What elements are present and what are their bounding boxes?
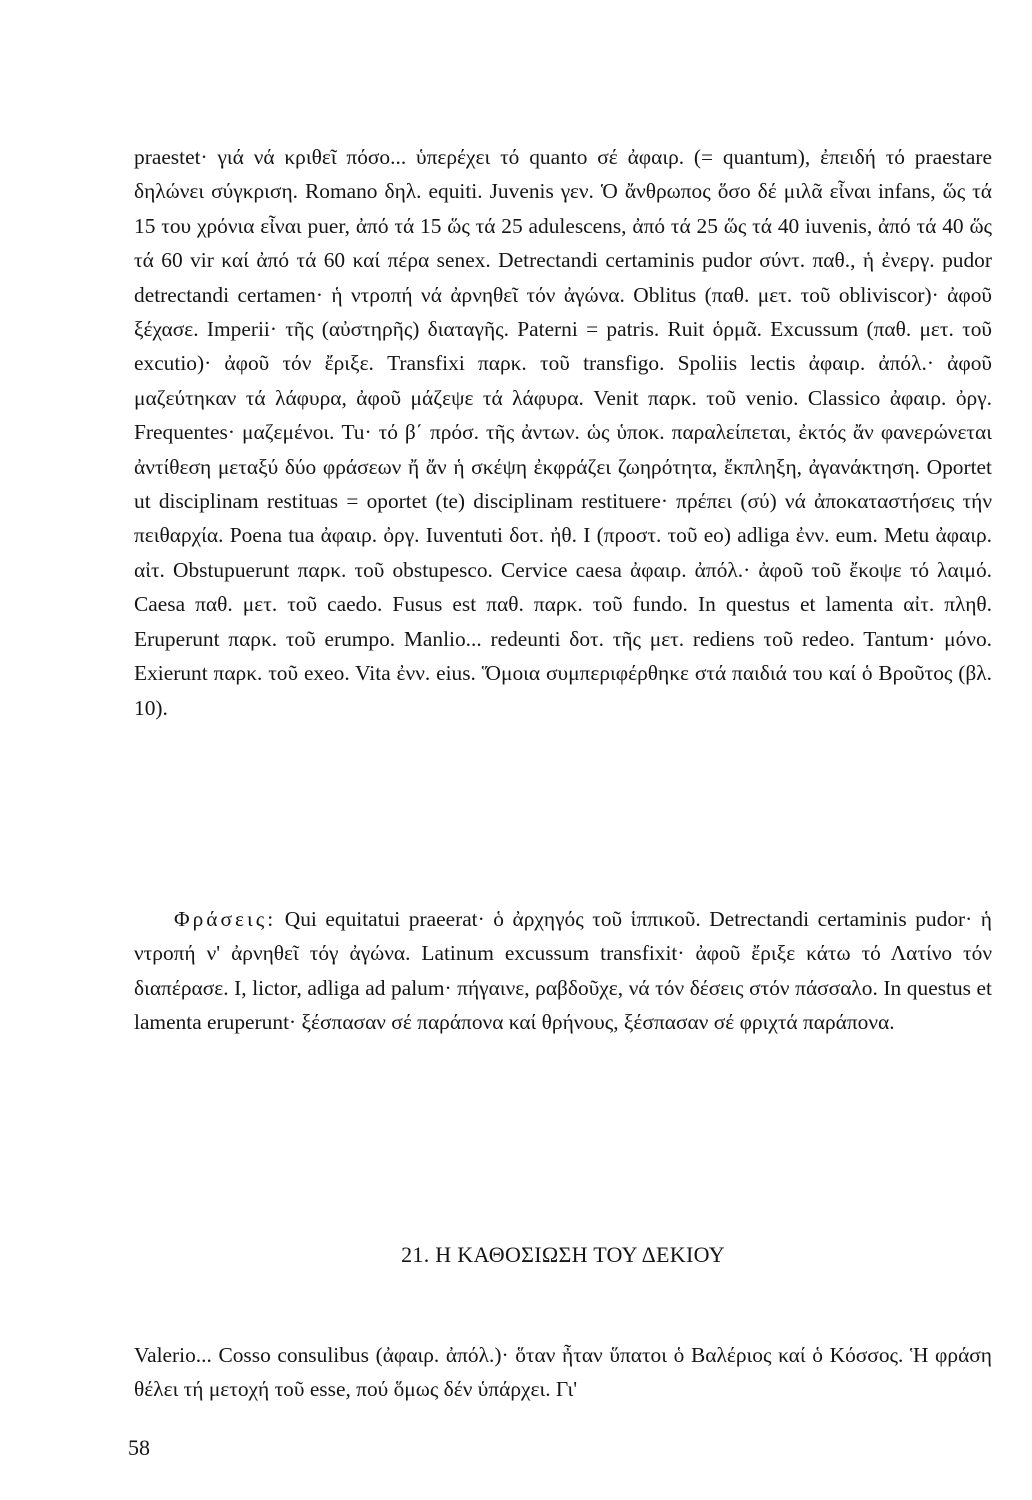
phrases-label: Φράσεις:: [174, 907, 277, 931]
page-number: 58: [128, 1435, 150, 1460]
section-heading: 21. Η ΚΑΘΟΣΙΩΣΗ ΤΟΥ ΔΕΚΙΟΥ: [401, 1242, 725, 1267]
commentary-paragraph-1: praestet· γιά νά κριθεῖ πόσο... ὑπερέχει τό quanto σέ ἀφαιρ. (= quantum), ἐπειδή τό praestare δηλώνει σύγκριση. Romano δηλ. equiti. Juvenis γεν. Ὁ ἄνθρωπος ὅσο δέ μιλᾶ εἶναι infans, ὥς τά 15 του χρόνια εἶναι puer, ἀπό τά 15 ὥς τά 25 adulescens, ἀπό τά 25 ὥς τά 40 iuvenis, ἀπό τά 40 ὥς τά 60 vir καί ἀπό τά 60 καί πέρα senex. Detrectandi certaminis pudor σύντ. παθ., ἡ ἐνεργ. pudor detrectandi certamen· ἡ ντροπή νά ἀρνηθεῖ τόν ἀγώνα. Oblitus (παθ. μετ. τοῦ obliviscor)· ἀφοῦ ξέχασε. Imperii· τῆς (αὐστηρῆς) διαταγῆς. Paterni = patris. Ruit ὁρμᾶ. Excussum (παθ. μετ. τοῦ excutio)· ἀφοῦ τόν ἔριξε. Transfixi παρκ. τοῦ transfigo. Spoliis lectis ἀφαιρ. ἀπόλ.· ἀφοῦ μαζεύτηκαν τά λάφυρα, ἀφοῦ μάζεψε τά λάφυρα. Venit παρκ. τοῦ venio. Classico ἀφαιρ. ὀργ. Frequentes· μαζεμένοι. Tu· τό β΄ πρόσ. τῆς ἀντων. ὡς ὑποκ. παραλείπεται, ἐκτός ἄν φανερώνεται ἀντίθεση μεταξύ δύο φράσεων ἤ ἄν ἡ σκέψη ἐκφράζει ζωηρότητα, ἔκπληξη, ἀγανάκτηση. Oportet ut disciplinam restituas = oportet (te) disciplinam restituere· πρέπει (σύ) νά ἀποκαταστήσεις τήν πειθαρχία. Poena tua ἀφαιρ. ὀργ. Iuventuti δοτ. ἠθ. I (προστ. τοῦ eo) adliga ἐνν. eum. Metu ἀφαιρ. αἰτ. Obstupuerunt παρκ. τοῦ obstupesco. Cervice caesa ἀφαιρ. ἀπόλ.· ἀφοῦ τοῦ ἔκοψε τό λαιμό. Caesa παθ. μετ. τοῦ caedo. Fusus est παθ. παρκ. τοῦ fundo. In questus et lamenta αἰτ. πληθ. Eruperunt παρκ. τοῦ erumpo. Manlio... redeunti δοτ. τῆς μετ. rediens τοῦ redeo. Tantum· μόνο. Exierunt παρκ. τοῦ exeo. Vita ἐνν. eius. Ὅμοια συμπεριφέρθηκε στά παιδιά του καί ὁ Βροῦτος (βλ. 10).: [134, 145, 992, 720]
phrases-text: Qui equitatui praeerat· ὁ ἀρχηγός τοῦ ἱππικοῦ. Detrectandi certaminis pudor· ἡ ντροπή ν' ἀρνηθεῖ τόγ ἀγώνα. Latinum excussum transfixit· ἀφοῦ ἔριξε κάτω τό Λατίνο τόν διαπέρασε. I, lictor, adliga ad palum· πήγαινε, ραβδοῦχε, νά τόν δέσεις στόν πάσσαλο. In questus et lamenta eruperunt· ξέσπασαν σέ παράπονα καί θρήνους, ξέσπασαν σέ φριχτά παράπονα.: [134, 907, 992, 1035]
commentary-paragraph-3: Valerio... Cosso consulibus (ἀφαιρ. ἀπόλ.)· ὅταν ἦταν ὕπατοι ὁ Βαλέριος καί ὁ Κόσσος. Ἡ φράση θέλει τή μετοχή τοῦ esse, πού ὅμως δέν ὑπάρχει. Γι': [134, 1343, 992, 1402]
phrases-paragraph: [134, 902, 992, 1040]
